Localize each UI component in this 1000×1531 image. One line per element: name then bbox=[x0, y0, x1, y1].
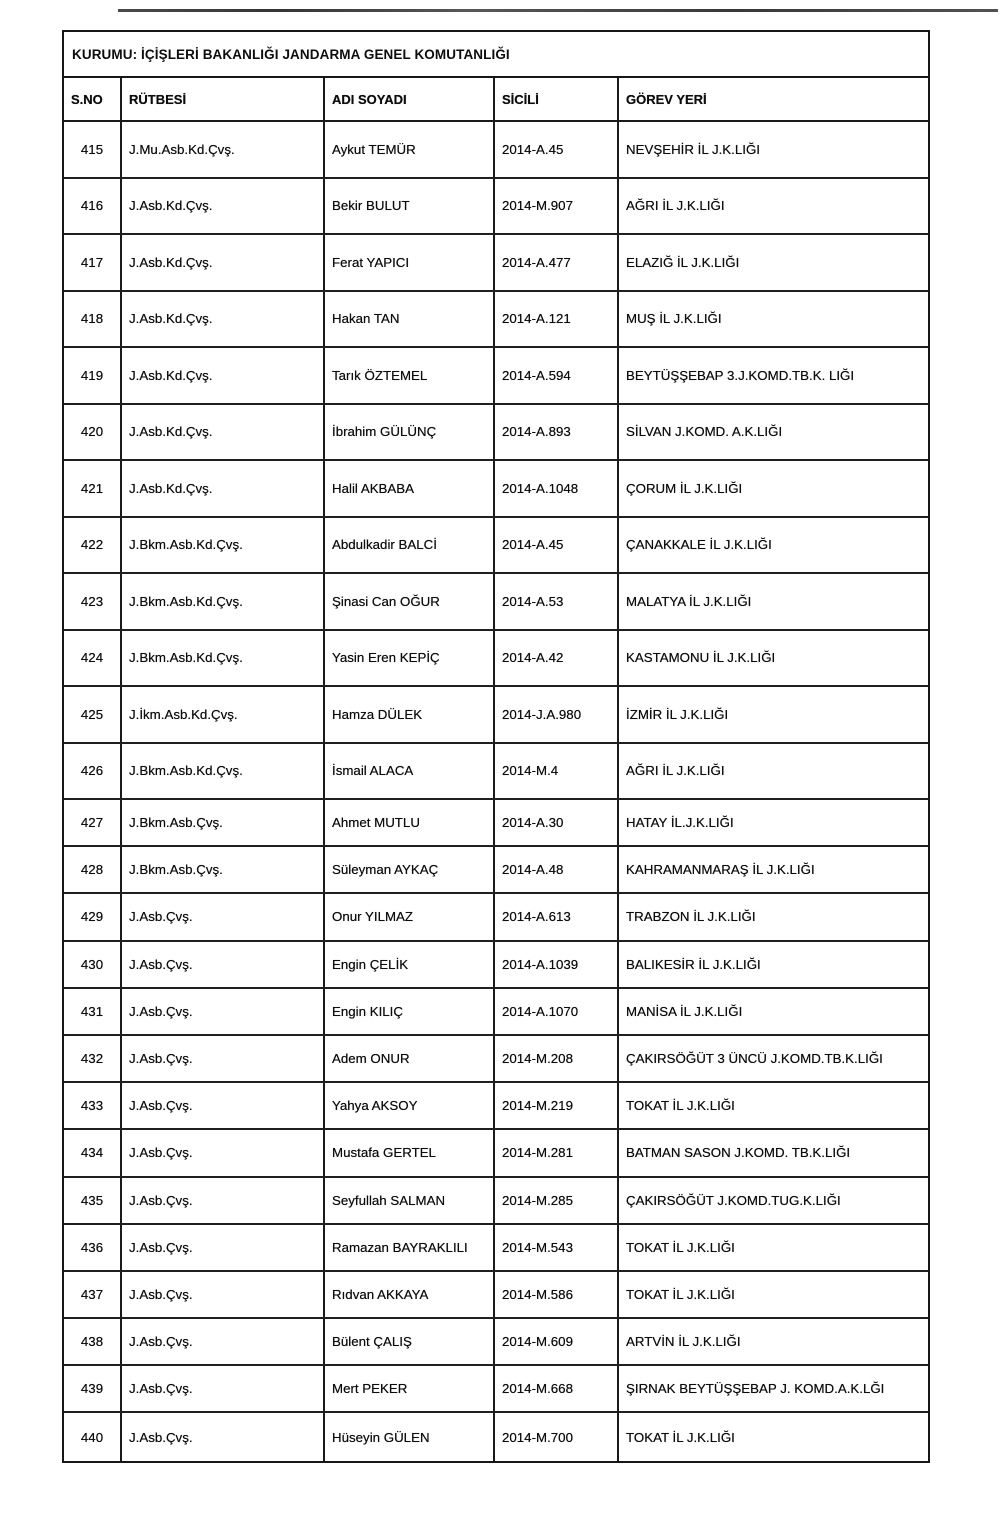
cell-full-name: Tarık ÖZTEMEL bbox=[325, 348, 495, 403]
cell-serial-number: 426 bbox=[64, 744, 122, 799]
table-row bbox=[64, 631, 928, 688]
cell-serial-number: 421 bbox=[64, 461, 122, 516]
cell-rank: J.Mu.Asb.Kd.Çvş. bbox=[122, 122, 325, 177]
cell-duty-station: MUŞ İL J.K.LIĞI bbox=[626, 311, 722, 327]
cell-registry-number: 2014-M.907 bbox=[495, 179, 619, 234]
cell-serial-number: 423 bbox=[64, 574, 122, 629]
cell-rank: J.Asb.Çvş. bbox=[122, 1083, 325, 1128]
table-row bbox=[64, 1083, 928, 1130]
cell-duty-station: TRABZON İL J.K.LIĞI bbox=[626, 909, 756, 925]
cell-full-name: Rıdvan AKKAYA bbox=[325, 1272, 495, 1317]
cell-rank: J.Asb.Çvş. bbox=[122, 1036, 325, 1081]
cell-rank: J.Bkm.Asb.Çvş. bbox=[122, 847, 325, 892]
cell-rank: J.Asb.Kd.Çvş. bbox=[122, 292, 325, 347]
cell-full-name: Ramazan BAYRAKLILI bbox=[325, 1225, 495, 1270]
cell-serial-number: 417 bbox=[64, 235, 122, 290]
cell-rank: J.Asb.Kd.Çvş. bbox=[122, 179, 325, 234]
table-row bbox=[64, 235, 928, 292]
cell-registry-number: 2014-A.121 bbox=[495, 292, 619, 347]
column-header-duty-station: GÖREV YERİ bbox=[626, 91, 707, 107]
cell-rank: J.Asb.Çvş. bbox=[122, 942, 325, 987]
cell-registry-number: 2014-A.477 bbox=[495, 235, 619, 290]
cell-full-name: Engin KILIÇ bbox=[325, 989, 495, 1034]
cell-duty-station: KAHRAMANMARAŞ İL J.K.LIĞI bbox=[626, 862, 815, 878]
cell-registry-number: 2014-A.45 bbox=[495, 518, 619, 573]
table-row bbox=[64, 989, 928, 1036]
cell-registry-number: 2014-M.285 bbox=[495, 1178, 619, 1223]
cell-registry-number: 2014-M.219 bbox=[495, 1083, 619, 1128]
cell-registry-number: 2014-A.45 bbox=[495, 122, 619, 177]
cell-full-name: Abdulkadir BALCİ bbox=[325, 518, 495, 573]
cell-rank: J.Bkm.Asb.Kd.Çvş. bbox=[122, 518, 325, 573]
cell-full-name: Mert PEKER bbox=[325, 1366, 495, 1411]
cell-rank: J.Asb.Kd.Çvş. bbox=[122, 348, 325, 403]
cell-serial-number: 428 bbox=[64, 847, 122, 892]
cell-duty-station: SİLVAN J.KOMD. A.K.LIĞI bbox=[626, 424, 783, 440]
cell-registry-number: 2014-A.1070 bbox=[495, 989, 619, 1034]
cell-duty-station: TOKAT İL J.K.LIĞI bbox=[626, 1286, 735, 1302]
cell-full-name: Hamza DÜLEK bbox=[325, 687, 495, 742]
cell-rank: J.Asb.Çvş. bbox=[122, 1319, 325, 1364]
cell-rank: J.Bkm.Asb.Kd.Çvş. bbox=[122, 574, 325, 629]
cell-serial-number: 424 bbox=[64, 631, 122, 686]
table-row bbox=[64, 461, 928, 518]
cell-full-name: Bülent ÇALIŞ bbox=[325, 1319, 495, 1364]
cell-duty-station: MALATYA İL J.K.LIĞI bbox=[626, 593, 752, 609]
cell-full-name: Süleyman AYKAÇ bbox=[325, 847, 495, 892]
table-row bbox=[64, 292, 928, 349]
cell-registry-number: 2014-A.48 bbox=[495, 847, 619, 892]
cell-registry-number: 2014-M.208 bbox=[495, 1036, 619, 1081]
cell-full-name: Şinasi Can OĞUR bbox=[325, 574, 495, 629]
table-row bbox=[64, 744, 928, 801]
cell-registry-number: 2014-A.53 bbox=[495, 574, 619, 629]
table-row bbox=[64, 1366, 928, 1413]
cell-serial-number: 435 bbox=[64, 1178, 122, 1223]
cell-full-name: Bekir BULUT bbox=[325, 179, 495, 234]
cell-registry-number: 2014-A.42 bbox=[495, 631, 619, 686]
cell-serial-number: 438 bbox=[64, 1319, 122, 1364]
table-row bbox=[64, 1319, 928, 1366]
cell-rank: J.Asb.Çvş. bbox=[122, 1225, 325, 1270]
cell-full-name: Adem ONUR bbox=[325, 1036, 495, 1081]
cell-serial-number: 433 bbox=[64, 1083, 122, 1128]
cell-registry-number: 2014-A.594 bbox=[495, 348, 619, 403]
cell-rank: J.Bkm.Asb.Çvş. bbox=[122, 800, 325, 845]
table-row bbox=[64, 894, 928, 941]
cell-registry-number: 2014-A.1048 bbox=[495, 461, 619, 516]
table-row bbox=[64, 1272, 928, 1319]
cell-duty-station: NEVŞEHİR İL J.K.LIĞI bbox=[626, 141, 760, 157]
cell-serial-number: 436 bbox=[64, 1225, 122, 1270]
table-row bbox=[64, 179, 928, 236]
table-row bbox=[64, 1130, 928, 1177]
cell-rank: J.Asb.Kd.Çvş. bbox=[122, 461, 325, 516]
cell-serial-number: 432 bbox=[64, 1036, 122, 1081]
table-title: KURUMU: İÇİŞLERİ BAKANLIĞI JANDARMA GENEL KOMUTANLIĞI bbox=[64, 32, 928, 78]
scan-artifact-line bbox=[118, 9, 998, 12]
cell-registry-number: 2014-A.30 bbox=[495, 800, 619, 845]
cell-serial-number: 427 bbox=[64, 800, 122, 845]
cell-duty-station: KASTAMONU İL J.K.LIĞI bbox=[626, 650, 776, 666]
cell-serial-number: 418 bbox=[64, 292, 122, 347]
column-header-rank: RÜTBESİ bbox=[122, 78, 325, 120]
cell-duty-station: ÇAKIRSÖĞÜT 3 ÜNCÜ J.KOMD.TB.K.LIĞI bbox=[626, 1051, 883, 1067]
cell-duty-station: ÇORUM İL J.K.LIĞI bbox=[626, 480, 743, 496]
column-header-registry-number: SİCİLİ bbox=[495, 78, 619, 120]
cell-duty-station: İZMİR İL J.K.LIĞI bbox=[626, 706, 729, 722]
cell-duty-station: ÇAKIRSÖĞÜT J.KOMD.TUG.K.LIĞI bbox=[626, 1192, 841, 1208]
cell-full-name: Yahya AKSOY bbox=[325, 1083, 495, 1128]
cell-duty-station: AĞRI İL J.K.LIĞI bbox=[626, 763, 725, 779]
cell-full-name: Ferat YAPICI bbox=[325, 235, 495, 290]
cell-serial-number: 440 bbox=[64, 1413, 122, 1460]
cell-registry-number: 2014-A.1039 bbox=[495, 942, 619, 987]
table-row bbox=[64, 1178, 928, 1225]
cell-duty-station: ÇANAKKALE İL J.K.LIĞI bbox=[626, 537, 772, 553]
cell-full-name: Onur YILMAZ bbox=[325, 894, 495, 939]
cell-registry-number: 2014-M.609 bbox=[495, 1319, 619, 1364]
cell-rank: J.Asb.Çvş. bbox=[122, 1366, 325, 1411]
cell-duty-station: ARTVİN İL J.K.LIĞI bbox=[626, 1334, 741, 1350]
cell-serial-number: 437 bbox=[64, 1272, 122, 1317]
cell-rank: J.Asb.Çvş. bbox=[122, 894, 325, 939]
personnel-table bbox=[62, 30, 930, 1463]
cell-rank: J.Bkm.Asb.Kd.Çvş. bbox=[122, 744, 325, 799]
cell-registry-number: 2014-M.586 bbox=[495, 1272, 619, 1317]
table-row bbox=[64, 122, 928, 179]
cell-serial-number: 429 bbox=[64, 894, 122, 939]
header-row bbox=[64, 78, 928, 122]
cell-serial-number: 415 bbox=[64, 122, 122, 177]
cell-duty-station: HATAY İL.J.K.LIĞI bbox=[626, 815, 734, 831]
cell-rank: J.Asb.Çvş. bbox=[122, 1178, 325, 1223]
cell-serial-number: 420 bbox=[64, 405, 122, 460]
cell-serial-number: 419 bbox=[64, 348, 122, 403]
cell-full-name: Halil AKBABA bbox=[325, 461, 495, 516]
cell-registry-number: 2014-A.893 bbox=[495, 405, 619, 460]
table-row bbox=[64, 518, 928, 575]
table-row bbox=[64, 800, 928, 847]
cell-serial-number: 425 bbox=[64, 687, 122, 742]
table-row bbox=[64, 348, 928, 405]
cell-serial-number: 431 bbox=[64, 989, 122, 1034]
cell-full-name: Yasin Eren KEPİÇ bbox=[325, 631, 495, 686]
cell-rank: J.Asb.Çvş. bbox=[122, 1272, 325, 1317]
cell-serial-number: 434 bbox=[64, 1130, 122, 1175]
cell-duty-station: TOKAT İL J.K.LIĞI bbox=[626, 1429, 735, 1445]
cell-serial-number: 422 bbox=[64, 518, 122, 573]
cell-rank: J.Asb.Çvş. bbox=[122, 1130, 325, 1175]
cell-serial-number: 439 bbox=[64, 1366, 122, 1411]
cell-duty-station: AĞRI İL J.K.LIĞI bbox=[626, 198, 725, 214]
cell-full-name: İsmail ALACA bbox=[325, 744, 495, 799]
cell-registry-number: 2014-M.543 bbox=[495, 1225, 619, 1270]
table-row bbox=[64, 1225, 928, 1272]
cell-rank: J.İkm.Asb.Kd.Çvş. bbox=[122, 687, 325, 742]
table-row bbox=[64, 1413, 928, 1460]
table-body bbox=[64, 122, 928, 1461]
cell-full-name: Seyfullah SALMAN bbox=[325, 1178, 495, 1223]
cell-full-name: Mustafa GERTEL bbox=[325, 1130, 495, 1175]
cell-full-name: Ahmet MUTLU bbox=[325, 800, 495, 845]
table-row bbox=[64, 1036, 928, 1083]
cell-duty-station: TOKAT İL J.K.LIĞI bbox=[626, 1239, 735, 1255]
cell-rank: J.Asb.Kd.Çvş. bbox=[122, 235, 325, 290]
cell-full-name: Aykut TEMÜR bbox=[325, 122, 495, 177]
cell-duty-station: BATMAN SASON J.KOMD. TB.K.LIĞI bbox=[626, 1145, 851, 1161]
cell-duty-station: BEYTÜŞŞEBAP 3.J.KOMD.TB.K. LIĞI bbox=[626, 367, 855, 383]
cell-duty-station: ELAZIĞ İL J.K.LIĞI bbox=[626, 254, 740, 270]
cell-duty-station: ŞIRNAK BEYTÜŞŞEBAP J. KOMD.A.K.LĞI bbox=[626, 1381, 885, 1397]
table-row bbox=[64, 687, 928, 744]
cell-full-name: İbrahim GÜLÜNÇ bbox=[325, 405, 495, 460]
cell-rank: J.Bkm.Asb.Kd.Çvş. bbox=[122, 631, 325, 686]
cell-registry-number: 2014-M.281 bbox=[495, 1130, 619, 1175]
table-row bbox=[64, 405, 928, 462]
cell-registry-number: 2014-A.613 bbox=[495, 894, 619, 939]
column-header-serial-number: S.NO bbox=[64, 78, 122, 120]
table-row bbox=[64, 847, 928, 894]
cell-registry-number: 2014-M.700 bbox=[495, 1413, 619, 1460]
cell-registry-number: 2014-J.A.980 bbox=[495, 687, 619, 742]
cell-duty-station: TOKAT İL J.K.LIĞI bbox=[626, 1098, 735, 1114]
cell-serial-number: 416 bbox=[64, 179, 122, 234]
cell-full-name: Hakan TAN bbox=[325, 292, 495, 347]
table-row bbox=[64, 942, 928, 989]
cell-full-name: Hüseyin GÜLEN bbox=[325, 1413, 495, 1460]
cell-duty-station: MANİSA İL J.K.LIĞI bbox=[626, 1003, 743, 1019]
cell-duty-station: BALIKESİR İL J.K.LIĞI bbox=[626, 956, 761, 972]
cell-full-name: Engin ÇELİK bbox=[325, 942, 495, 987]
cell-rank: J.Asb.Çvş. bbox=[122, 1413, 325, 1460]
cell-rank: J.Asb.Kd.Çvş. bbox=[122, 405, 325, 460]
column-header-full-name: ADI SOYADI bbox=[325, 78, 495, 120]
cell-registry-number: 2014-M.4 bbox=[495, 744, 619, 799]
cell-rank: J.Asb.Çvş. bbox=[122, 989, 325, 1034]
cell-registry-number: 2014-M.668 bbox=[495, 1366, 619, 1411]
cell-serial-number: 430 bbox=[64, 942, 122, 987]
table-row bbox=[64, 574, 928, 631]
